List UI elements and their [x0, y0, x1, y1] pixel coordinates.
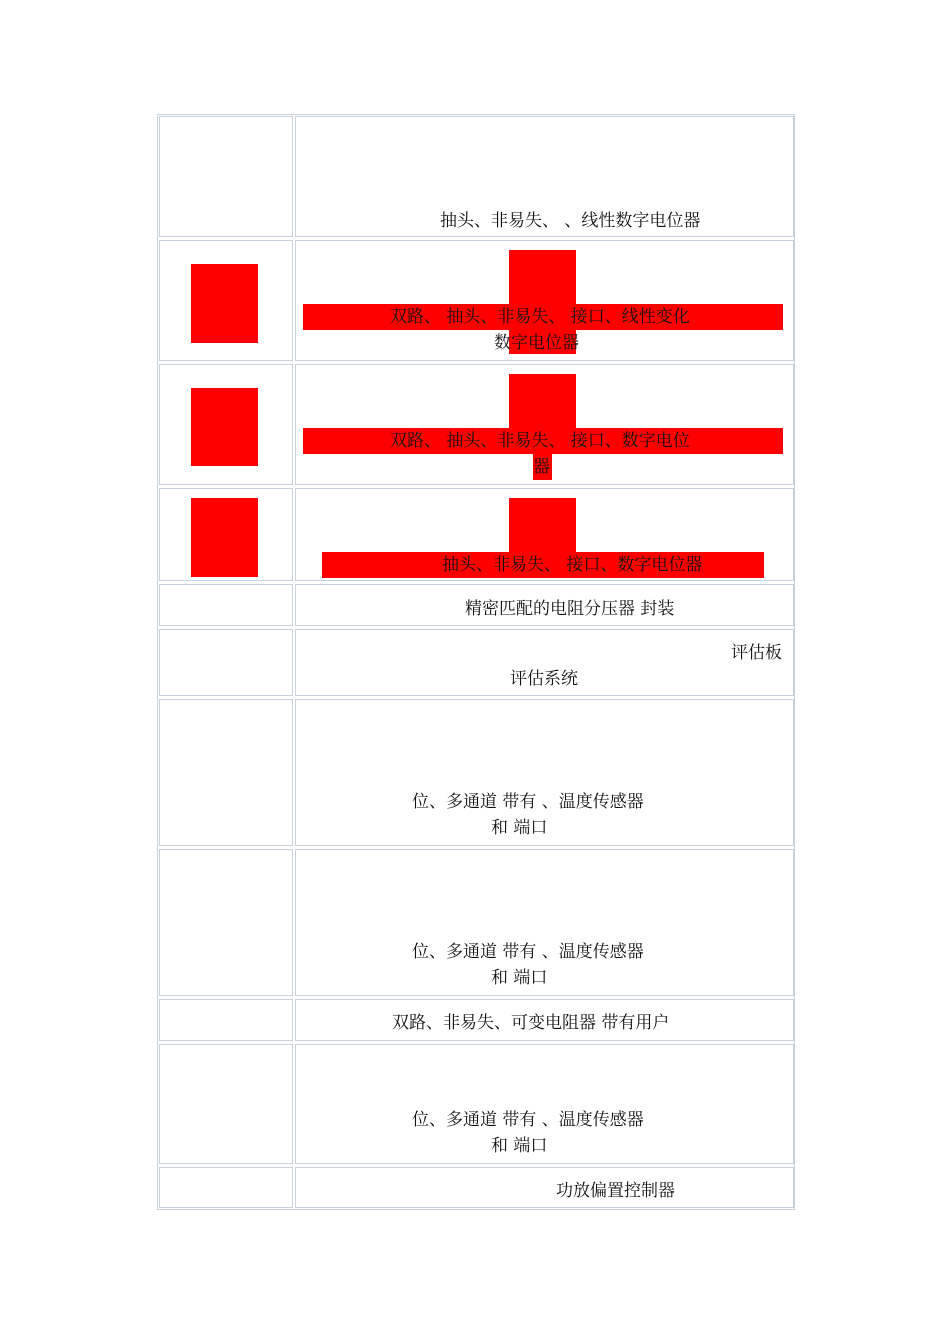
row-9-description-line-1: 位、多通道 带有 、温度传感器 [412, 1110, 644, 1130]
row-8-description-line-1: 双路、非易失、可变电阻器 带有用户 [392, 1013, 670, 1033]
table-row-5-image-cell [159, 629, 293, 696]
row-5-description-line-1: 评估板 [731, 643, 782, 663]
table-row-10-image-cell [159, 1167, 293, 1208]
row-7-description-line-2: 和 端口 [491, 968, 548, 988]
product-image-placeholder [191, 264, 258, 343]
table-row-0-image-cell [159, 116, 293, 237]
table-row-6-image-cell [159, 699, 293, 846]
row-10-description-line-1: 功放偏置控制器 [556, 1181, 675, 1201]
row-5-description-line-2: 评估系统 [510, 669, 578, 689]
row-2-description-line-1: 双路、 抽头、非易失、 接口、数字电位 [390, 431, 690, 451]
row-3-description-line-1: 抽头、非易失、 接口、数字电位器 [442, 555, 703, 575]
product-image-placeholder [191, 498, 258, 577]
row-1-description-line-1: 双路、 抽头、非易失、 接口、线性变化 [390, 307, 690, 327]
product-image-placeholder [191, 388, 258, 466]
row-0-description-line-1: 抽头、非易失、 、线性数字电位器 [440, 211, 701, 231]
table-row-10-description-cell [295, 1167, 794, 1208]
row-6-description-line-2: 和 端口 [491, 818, 548, 838]
highlight-block [509, 374, 576, 430]
row-1-description-line-2: 数字电位器 [494, 333, 579, 353]
highlight-block [509, 498, 576, 554]
table-row-7-image-cell [159, 849, 293, 996]
table-row-9-image-cell [159, 1044, 293, 1164]
row-4-description-line-1: 精密匹配的电阻分压器 封装 [465, 599, 675, 619]
row-7-description-line-1: 位、多通道 带有 、温度传感器 [412, 942, 644, 962]
row-6-description-line-1: 位、多通道 带有 、温度传感器 [412, 792, 644, 812]
table-row-4-image-cell [159, 584, 293, 626]
row-9-description-line-2: 和 端口 [491, 1136, 548, 1156]
row-2-description-line-2: 器 [533, 457, 550, 477]
table-row-8-image-cell [159, 999, 293, 1041]
